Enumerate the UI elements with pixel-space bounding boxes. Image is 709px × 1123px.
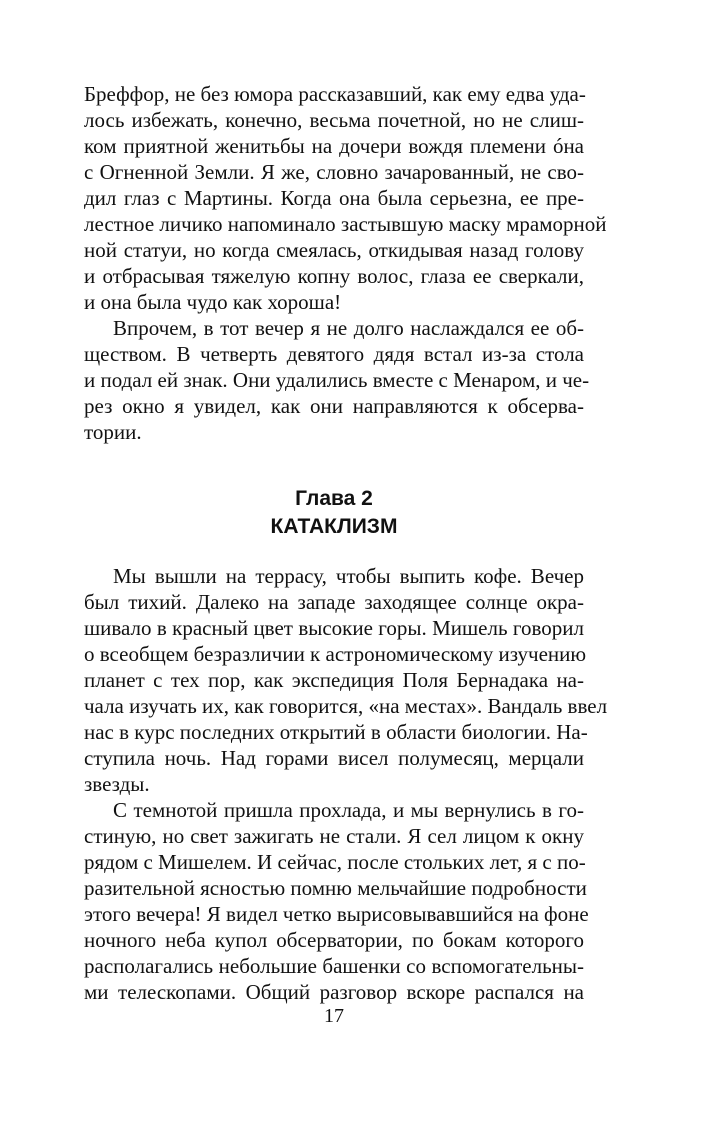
text-line: планет с тех пор, как экспедиция Поля Бернадака на- — [84, 668, 584, 692]
text-line: ступила ночь. Над горами висел полумесяц, мерцали — [84, 746, 584, 770]
text-line: был тихий. Далеко на западе заходящее солнце окра- — [84, 590, 584, 614]
text-line: ночного неба купол обсерватории, по бокам которого — [84, 928, 584, 952]
text-line: стиную, но свет зажигать не стали. Я сел лицом к окну — [84, 824, 584, 848]
text-line: и отбрасывая тяжелую копну волос, глаза ее сверкали, — [84, 264, 584, 288]
text-line: лось избежать, конечно, весьма почетной, но не слиш- — [84, 108, 584, 132]
text-line: ми телескопами. Общий разговор вскоре распался на — [84, 980, 584, 1004]
text-line: ществом. В четверть девятого дядя встал из-за стола — [84, 342, 584, 366]
text-line: разительной ясностью помню мельчайшие подробности — [84, 876, 587, 900]
text-line: Бреффор, не без юмора рассказавший, как ему едва уда- — [84, 82, 586, 106]
text-line: дил глаз с Мартины. Когда она была серьезна, ее пре- — [84, 186, 584, 210]
text-line: Мы вышли на террасу, чтобы выпить кофе. Вечер — [113, 564, 584, 588]
text-line: и она была чудо как хороша! — [84, 290, 342, 314]
text-line: рез окно я увидел, как они направляются к обсерва- — [84, 394, 584, 418]
chapter-title: КАТАКЛИЗМ — [270, 515, 398, 538]
text-line: звезды. — [84, 772, 150, 796]
text-line: С темнотой пришла прохлада, и мы вернулись в го- — [113, 798, 584, 822]
text-line: тории. — [84, 420, 142, 444]
chapter-label: Глава 2 — [295, 487, 373, 510]
text-line: лестное личико напоминало застывшую маску мраморной — [84, 212, 607, 236]
text-line: нас в курс последних открытий в области биологии. На- — [84, 720, 588, 744]
text-line: чала изучать их, как говорится, «на местах». Вандаль ввел — [84, 694, 608, 718]
text-line: этого вечера! Я видел четко вырисовывавшийся на фоне — [84, 902, 589, 926]
page-number: 17 — [324, 1005, 344, 1027]
text-line: ком приятной женитьбы на дочери вождя племени óна — [84, 134, 584, 158]
text-line: рядом с Мишелем. И сейчас, после стольких лет, я с по- — [84, 850, 586, 874]
text-line: шивало в красный цвет высокие горы. Мишель говорил — [84, 616, 584, 640]
text-line: и подал ей знак. Они удалились вместе с Менаром, и че- — [84, 368, 590, 392]
text-line: с Огненной Земли. Я же, словно зачарованный, не сво- — [84, 160, 584, 184]
text-line: ной статуи, но когда смеялась, откидывая назад голову — [84, 238, 584, 262]
text-line: Впрочем, в тот вечер я не долго наслаждался ее об- — [113, 316, 584, 340]
text-line: о всеобщем безразличии к астрономическому изучению — [84, 642, 587, 666]
text-line: располагались небольшие башенки со вспомогательны- — [84, 954, 584, 978]
